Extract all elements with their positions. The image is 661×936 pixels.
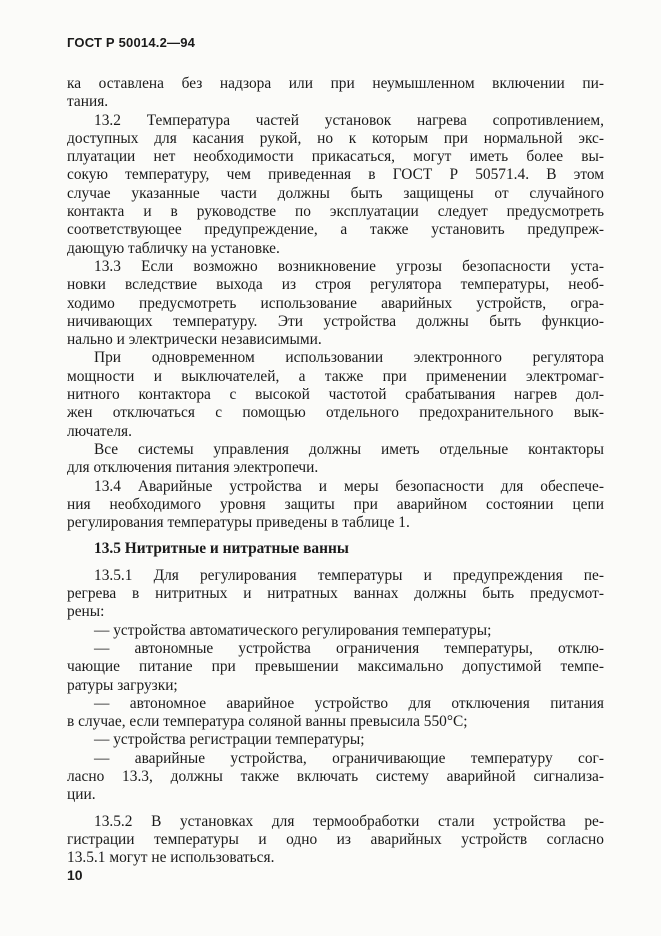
paragraph-gap <box>67 805 604 813</box>
text-line: — автономное аварийное устройство для отключения питания <box>94 694 604 712</box>
text-line: контакта и в руководстве по эксплуатации следует предусмотреть <box>67 203 604 221</box>
text-line: ка оставлена без надзора или при неумышленном включении пи- <box>67 75 604 92</box>
text-line: — автономные устройства ограничения температуры, отклю- <box>94 639 604 657</box>
paragraph-gap <box>67 532 604 540</box>
text-line: рены: <box>67 603 105 621</box>
text-line: дающую табличку на установке. <box>67 239 280 257</box>
text-line: 13.5.2 В установках для термообработки стали устройства ре- <box>94 812 604 830</box>
text-line: соответствующее предупреждение, а также установить предупреж- <box>67 221 604 239</box>
text-line: плуатации нет необходимости прикасаться, могут иметь более вы- <box>67 148 604 166</box>
text-line: лючателя. <box>67 422 132 440</box>
document-code-header: ГОСТ Р 50014.2—94 <box>67 35 196 50</box>
text-line: чающие питание при превышении максимально допустимой темпе- <box>67 658 604 676</box>
text-line: 13.3 Если возможно возникновение угрозы безопасности уста- <box>94 257 604 275</box>
text-line: ции. <box>67 786 96 804</box>
section-heading: 13.5 Нитритные и нитратные ванны <box>94 540 349 558</box>
text-line: 13.4 Аварийные устройства и меры безопасности для обеспече- <box>94 477 604 495</box>
text-line: жен отключаться с помощью отдельного предохранительного вык- <box>67 404 604 422</box>
text-line: 13.5.1 могут не использоваться. <box>67 849 275 867</box>
text-line: ничивающих температуру. Эти устройства должны быть функцио- <box>67 312 604 330</box>
text-line: 13.2 Температура частей установок нагрева сопротивлением, <box>94 111 604 129</box>
text-line: ратуры загрузки; <box>67 676 178 694</box>
text-line: гистрации температуры и одно из аварийных устройств согласно <box>67 830 604 848</box>
text-line: в случае, если температура соляной ванны превысила 550°С; <box>67 713 468 731</box>
text-line: нитного контактора с высокой частотой срабатывания нагрев дол- <box>67 386 604 404</box>
text-line: случае указанные части должны быть защищены от случайного <box>67 184 604 202</box>
text-line: ния необходимого уровня защиты при аварийном состоянии цепи <box>67 495 604 513</box>
text-line: регулирования температуры приведены в таблице 1. <box>67 514 410 532</box>
text-line: — аварийные устройства, ограничивающие температуру сог- <box>94 749 604 767</box>
text-line: — устройства регистрации температуры; <box>94 731 365 749</box>
text-line: ласно 13.3, должны также включать систему аварийной сигнализа- <box>67 767 604 785</box>
text-line: регрева в нитритных и нитратных ваннах должны быть предусмот- <box>67 585 604 603</box>
text-line: При одновременном использовании электронного регулятора <box>94 349 604 367</box>
text-line: для отключения питания электропечи. <box>67 459 319 477</box>
text-line: мощности и выключателей, а также при применении электромаг- <box>67 367 604 385</box>
text-line: ходимо предусмотреть использование аварийных устройств, огра- <box>67 294 604 312</box>
text-line: сокую температуру, чем приведенная в ГОСТ Р 50571.4. В этом <box>67 166 604 184</box>
paragraph-gap <box>67 559 604 567</box>
document-body <box>67 75 604 867</box>
text-line: Все системы управления должны иметь отдельные контакторы <box>94 440 604 458</box>
page-number: 10 <box>67 867 83 883</box>
text-line: новки вследствие выхода из строя регулятора температуры, необ- <box>67 276 604 294</box>
text-line: 13.5.1 Для регулирования температуры и предупреждения пе- <box>94 566 604 584</box>
text-line: нально и электрически независимыми. <box>67 331 322 349</box>
text-line: доступных для касания рукой, но к которым при нормальной экс- <box>67 129 604 147</box>
text-line: — устройства автоматического регулирования температуры; <box>94 621 492 639</box>
text-line: тания. <box>67 93 109 111</box>
